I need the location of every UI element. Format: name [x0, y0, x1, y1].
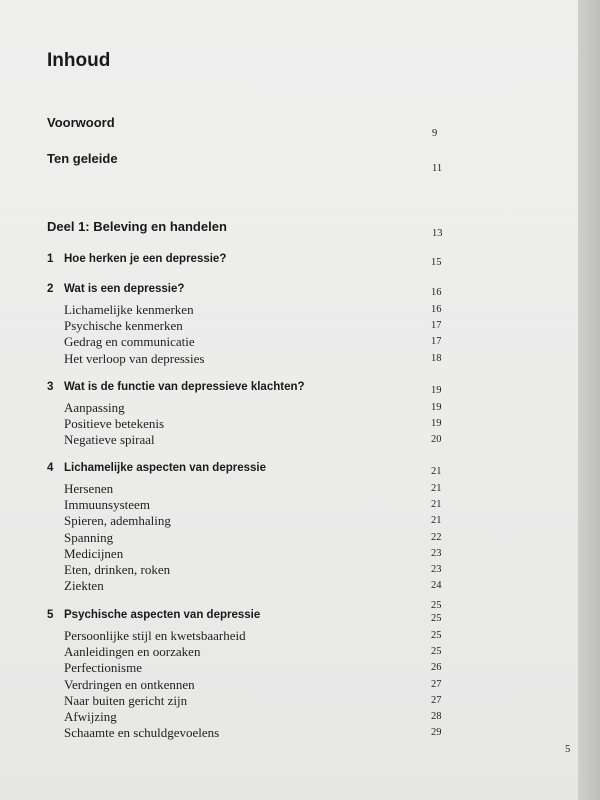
toc-item-page: 16	[431, 304, 442, 315]
toc-item-page: 21	[431, 483, 442, 494]
toc-item-label: Afwijzing	[64, 709, 117, 724]
toc-part-page: 13	[432, 228, 443, 239]
toc-item-label: Psychische kenmerken	[64, 318, 183, 334]
page-title: Inhoud	[47, 50, 111, 71]
toc-part-label: Deel 1: Beleving en handelen	[47, 219, 227, 234]
toc-item-page: 21	[431, 499, 442, 511]
toc-front-label: Ten geleide	[47, 151, 118, 166]
toc-item-label: Spanning	[64, 529, 114, 545]
toc-chapter-number: 3	[47, 381, 54, 393]
toc-front-label: Voorwoord	[47, 115, 115, 130]
toc-item-label: Aanleidingen en oorzaken	[64, 644, 201, 660]
toc-page-number: 25	[431, 600, 442, 611]
toc-item-page: 24	[431, 580, 442, 592]
page-edge	[578, 0, 600, 800]
toc-item-page: 19	[431, 402, 442, 413]
toc-item-label: Spieren, ademhaling	[64, 513, 171, 529]
toc-chapter-number: 2	[47, 283, 54, 295]
toc-chapter-title: Lichamelijke aspecten van depressie	[64, 462, 266, 474]
toc-item-page: 18	[431, 352, 442, 364]
toc-item-page: 20	[431, 434, 442, 446]
toc-chapter-page: 16	[431, 287, 442, 298]
toc-item-page: 29	[431, 727, 442, 739]
toc-chapter-title: Wat is een depressie?	[64, 283, 185, 295]
toc-item-label: Verdringen en ontkennen	[64, 676, 195, 692]
toc-item-page: 22	[431, 531, 442, 543]
toc-chapter-title: Wat is de functie van depressieve klachten?	[64, 381, 305, 393]
toc-front-page: 11	[432, 163, 443, 174]
toc-chapter-page: 21	[431, 466, 442, 477]
toc-item-page: 23	[431, 564, 442, 575]
toc-item-label: Schaamte en schuldgevoelens	[64, 725, 220, 741]
toc-item-label: Medicijnen	[64, 545, 124, 561]
toc-item-label: Positieve betekenis	[64, 416, 165, 432]
toc-item-page: 27	[431, 678, 442, 690]
toc-item-label: Lichamelijke kenmerken	[64, 302, 194, 317]
toc-item-label: Perfectionisme	[64, 660, 142, 676]
toc-chapter-number: 5	[47, 609, 54, 621]
page-folio: 5	[565, 744, 571, 755]
toc-item-page: 27	[431, 694, 442, 706]
toc-item-label: Het verloop van depressies	[64, 350, 205, 366]
toc-chapter-page: 15	[431, 257, 442, 268]
toc-chapter-title: Hoe herken je een depressie?	[64, 253, 227, 265]
toc-item-page: 25	[431, 646, 442, 658]
toc-front-page: 9	[432, 128, 438, 139]
toc-item-label: Eten, drinken, roken	[64, 562, 171, 577]
toc-chapter-page: 25	[431, 613, 442, 624]
toc-item-page: 28	[431, 711, 442, 722]
toc-item-page: 19	[431, 418, 442, 430]
toc-item-page: 23	[431, 547, 442, 559]
toc-item-page: 17	[431, 336, 442, 348]
toc-chapter-number: 1	[47, 253, 54, 265]
toc-item-label: Negatieve spiraal	[64, 432, 155, 448]
toc-item-label: Immuunsysteem	[64, 497, 150, 513]
toc-item-label: Aanpassing	[64, 400, 125, 415]
toc-item-page: 25	[431, 630, 442, 641]
toc-chapter-title: Psychische aspecten van depressie	[64, 609, 261, 621]
toc-item-page: 17	[431, 320, 442, 332]
toc-item-label: Ziekten	[64, 578, 104, 594]
toc-chapter-number: 4	[47, 462, 54, 474]
toc-item-label: Gedrag en communicatie	[64, 334, 195, 350]
toc-item-page: 21	[431, 515, 442, 527]
toc-chapter-page: 19	[431, 385, 442, 396]
toc-item-label: Naar buiten gericht zijn	[64, 692, 188, 708]
toc-item-label: Hersenen	[64, 481, 114, 496]
toc-item-page: 26	[431, 662, 442, 674]
toc-item-label: Persoonlijke stijl en kwetsbaarheid	[64, 628, 246, 643]
